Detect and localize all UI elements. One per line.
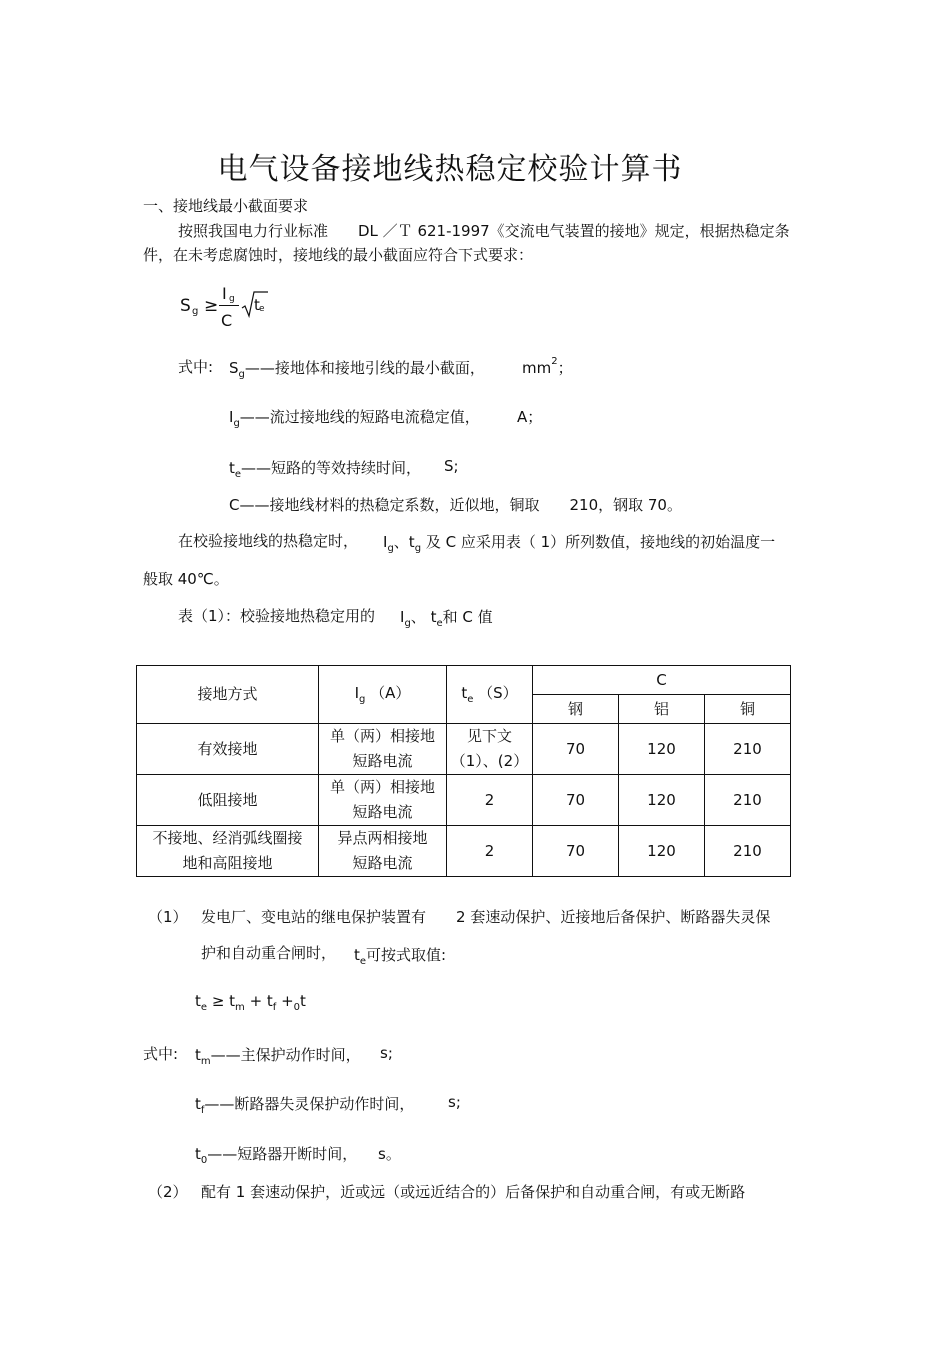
definition-label: 式中: [143, 1045, 179, 1063]
paragraph-line: $I_g$、$t_g$ 及 C 应采用表（ 1）所列数值，接地线的初始温度一 [383, 533, 776, 554]
note-line-symbol: $t_e$可按式取值: [354, 946, 447, 967]
paragraph-line: 在校验接地线的热稳定时， [178, 532, 359, 550]
formula-te: $t_e \ge t_m + t_f +_0t$ [195, 992, 306, 1013]
table-cell: 不接地、经消弧线圈接 地和高阻接地 [137, 826, 319, 877]
section-heading: 一、接地线最小截面要求 [143, 197, 309, 215]
table-cell: 210 [705, 826, 791, 877]
definition-tm: $t_m——$主保护动作时间， [195, 1046, 361, 1067]
table-cell: 120 [619, 775, 705, 826]
table-row [137, 724, 791, 775]
note-number: （1） [148, 908, 188, 926]
table-cell: 低阻接地 [137, 775, 319, 826]
table-cell: 210 [705, 724, 791, 775]
definition-t0: $t_0——$短路器开断时间， [195, 1145, 358, 1166]
table-header-c: C [533, 666, 791, 695]
table-header-c-col: 铝 [619, 695, 705, 724]
table-cell: 2 [447, 826, 533, 877]
table-header-c-col: 钢 [533, 695, 619, 724]
note-line: 护和自动重合闸时， [201, 944, 337, 962]
table-cell: 有效接地 [137, 724, 319, 775]
table-cell: 见下文 （1）、(2） [447, 724, 533, 775]
table-cell: 70 [533, 826, 619, 877]
note-line: 发电厂、变电站的继电保护装置有 2 套速动保护、近接地后备保护、断路器失灵保 [201, 908, 771, 926]
paragraph-line: 般取 40℃。 [143, 570, 229, 588]
table-cell: 70 [533, 724, 619, 775]
table-cell: 2 [447, 775, 533, 826]
paragraph-line: 件，在未考虑腐蚀时，接地线的最小截面应符合下式要求： [143, 246, 534, 264]
page-title: 电气设备接地线热稳定校验计算书 [217, 152, 683, 187]
definition-label: 式中: [178, 358, 214, 376]
table-header-c-col: 铜 [705, 695, 791, 724]
paragraph-line: 按照我国电力行业标准 DL ／Ｔ 621-1997《交流电气装置的接地》规定，根据热稳定条 [178, 222, 790, 240]
table-caption: 表（1）：校验接地热稳定用的 [178, 607, 376, 625]
definition-t0-unit: s。 [378, 1145, 401, 1163]
data-table [136, 665, 791, 877]
table-header-ig: $I_g$ （A） [319, 666, 447, 724]
table-cell: 单（两）相接地 短路电流 [319, 775, 447, 826]
note-line: 配有 1 套速动保护，近或远（或远近结合的）后备保护和自动重合闸，有或无断路 [201, 1183, 746, 1201]
table-cell: 120 [619, 724, 705, 775]
table-cell: 120 [619, 826, 705, 877]
table-cell: 异点两相接地 短路电流 [319, 826, 447, 877]
table-caption-symbols: $I_g$、 $t_e$和 C 值 [400, 608, 493, 629]
note-number: （2） [148, 1183, 188, 1201]
table-row [137, 775, 791, 826]
definition-tm-unit: s; [380, 1044, 393, 1062]
table-row [137, 826, 791, 877]
definition-te: $t_e——$短路的等效持续时间， [229, 459, 422, 480]
definition-tf: $t_f——$断路器失灵保护动作时间， [195, 1095, 415, 1116]
definition-sg-unit: $mm^2$； [522, 356, 573, 377]
definition-sg: $S_g——$接地体和接地引线的最小截面， [229, 359, 485, 380]
table-cell: 70 [533, 775, 619, 826]
definition-ig-unit: A； [517, 408, 543, 426]
table-cell: 单（两）相接地 短路电流 [319, 724, 447, 775]
definition-tf-unit: s; [448, 1093, 461, 1111]
definition-te-unit: S; [444, 457, 459, 475]
definition-c: C——接地线材料的热稳定系数，近似地，铜取 210，钢取 70。 [229, 496, 682, 514]
table-cell: 210 [705, 775, 791, 826]
definition-ig: $I_g——$流过接地线的短路电流稳定值， [229, 408, 480, 429]
table-header-te: $t_e$ （S） [447, 666, 533, 724]
table-header-method: 接地方式 [137, 666, 319, 724]
